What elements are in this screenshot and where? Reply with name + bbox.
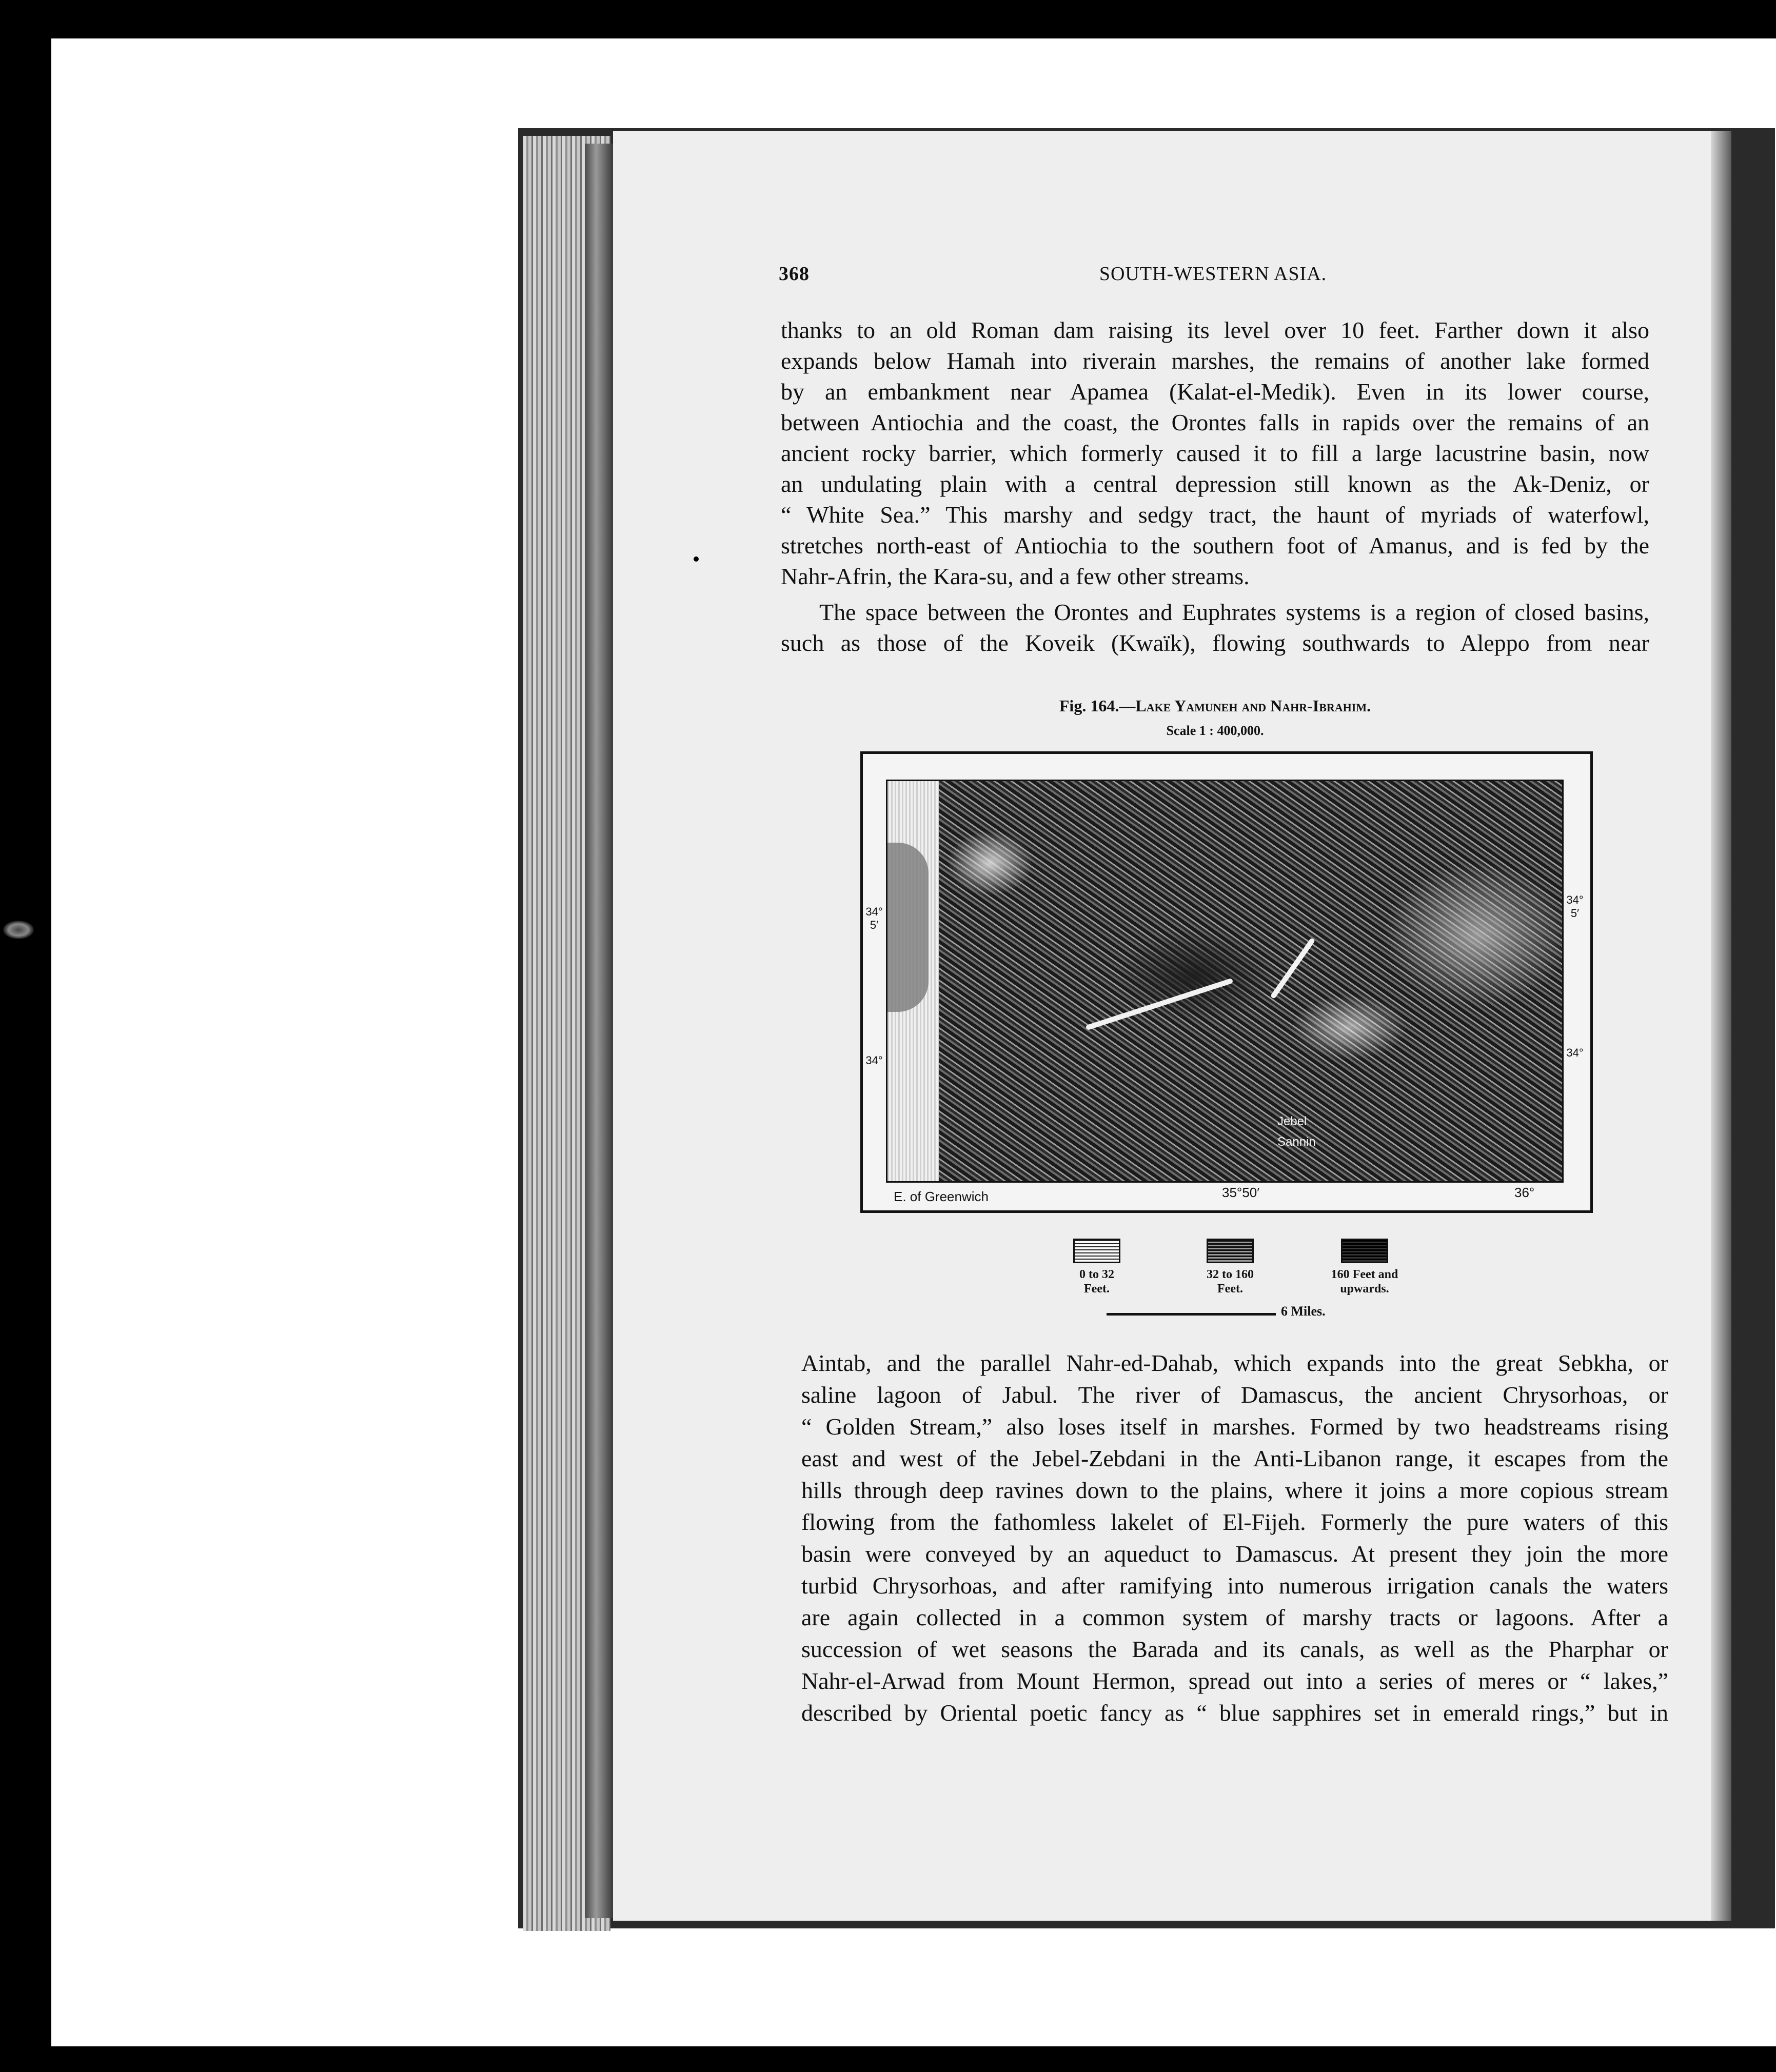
page-number: 368 xyxy=(779,263,810,285)
scale-bar xyxy=(1107,1313,1276,1316)
running-title: SOUTH-WESTERN ASIA. xyxy=(1099,263,1327,285)
ink-speck xyxy=(694,556,699,562)
text-line: ancient rocky barrier, which formerly caused it to fill a large lacustrine basin, now xyxy=(781,440,1649,466)
figure-title: Lake Yamuneh and Nahr-Ibrahim. xyxy=(1135,696,1371,715)
text-line: succession of wet seasons the Barada and its canals, as well as the Pharphar or xyxy=(801,1636,1668,1662)
legend-label: 160 Feet and upwards. xyxy=(1331,1268,1398,1296)
legend-swatch xyxy=(1341,1239,1388,1263)
meridian-label: E. of Greenwich xyxy=(894,1189,989,1204)
spine-shadow xyxy=(585,144,613,1918)
text-line: flowing from the fathomless lakelet of El-Fijeh. Formerly the pure waters of this xyxy=(801,1509,1668,1535)
scan-blemish xyxy=(3,921,34,939)
legend-item-low xyxy=(1045,1239,1148,1296)
text-line: basin were conveyed by an aqueduct to Damascus. At present they join the more xyxy=(801,1541,1668,1567)
map-coastal-shading xyxy=(887,843,929,1012)
map-river xyxy=(1086,978,1233,1030)
legend-item-high xyxy=(1313,1239,1416,1296)
figure-scale: Scale 1 : 400,000. xyxy=(1166,723,1264,738)
text-line: turbid Chrysorhoas, and after ramifying into numerous irrigation canals the waters xyxy=(801,1572,1668,1599)
running-head xyxy=(779,263,1647,293)
text-line: “ White Sea.” This marshy and sedgy tract, the haunt of myriads of waterfowl, xyxy=(781,502,1649,528)
legend-swatch xyxy=(1073,1239,1120,1263)
text-line: such as those of the Koveik (Kwaïk), flowing southwards to Aleppo from near xyxy=(781,630,1649,656)
latitude-label: 34° xyxy=(1566,1046,1584,1059)
legend-swatch xyxy=(1207,1239,1254,1263)
text-line: thanks to an old Roman dam raising its level over 10 feet. Farther down it also xyxy=(781,317,1649,343)
text-line: described by Oriental poetic fancy as “ blue sapphires set in emerald rings,” but in xyxy=(801,1700,1668,1726)
text-line: stretches north-east of Antiochia to the southern foot of Amanus, and is fed by the xyxy=(781,532,1649,559)
text-line: Nahr-Afrin, the Kara-su, and a few other streams. xyxy=(781,563,1250,589)
legend-label: 32 to 160 Feet. xyxy=(1207,1268,1254,1296)
text-line: between Antiochia and the coast, the Orontes falls in rapids over the remains of an xyxy=(781,409,1649,435)
latitude-label: 34° 5′ xyxy=(865,905,883,931)
text-line: east and west of the Jebel-Zebdani in the Anti-Libanon range, it escapes from the xyxy=(801,1445,1668,1471)
legend-item-mid xyxy=(1179,1239,1281,1296)
map-lake xyxy=(1270,938,1315,999)
page-edge-shadow xyxy=(1711,131,1731,1921)
latitude-label: 34° 5′ xyxy=(1566,893,1584,920)
meridian-label: 35°50′ xyxy=(1222,1185,1260,1200)
map-figure xyxy=(860,751,1593,1213)
map-place-label: Sannin xyxy=(1277,1135,1316,1149)
text-line: are again collected in a common system of marshy tracts or lagoons. After a xyxy=(801,1604,1668,1630)
text-line: by an embankment near Apamea (Kalat-el-Medik). Even in its lower course, xyxy=(781,378,1649,405)
scale-bar-label: 6 Miles. xyxy=(1281,1304,1326,1319)
latitude-label: 34° xyxy=(865,1054,883,1067)
text-line: expands below Hamah into riverain marshes, the remains of another lake formed xyxy=(781,348,1649,374)
figure-caption xyxy=(781,696,1649,715)
legend-label: 0 to 32 Feet. xyxy=(1079,1268,1114,1296)
text-line: an undulating plain with a central depression still known as the Ak-Deniz, or xyxy=(781,471,1649,497)
text-line: Nahr-el-Arwad from Mount Hermon, spread out into a series of meres or “ lakes,” xyxy=(801,1668,1668,1694)
text-line: saline lagoon of Jabul. The river of Damascus, the ancient Chrysorhoas, or xyxy=(801,1382,1668,1408)
meridian-label: 36° xyxy=(1514,1185,1535,1200)
relief-map xyxy=(886,780,1564,1183)
map-place-label: Jebel xyxy=(1277,1114,1307,1128)
figure-number: Fig. 164.— xyxy=(1059,696,1136,715)
text-line: The space between the Orontes and Euphrates systems is a region of closed basins, xyxy=(819,599,1649,625)
text-line: “ Golden Stream,” also loses itself in marshes. Formed by two headstreams rising xyxy=(801,1413,1668,1440)
text-line: hills through deep ravines down to the plains, where it joins a more copious stream xyxy=(801,1477,1668,1503)
text-line: Aintab, and the parallel Nahr-ed-Dahab, which expands into the great Sebkha, or xyxy=(801,1350,1668,1376)
